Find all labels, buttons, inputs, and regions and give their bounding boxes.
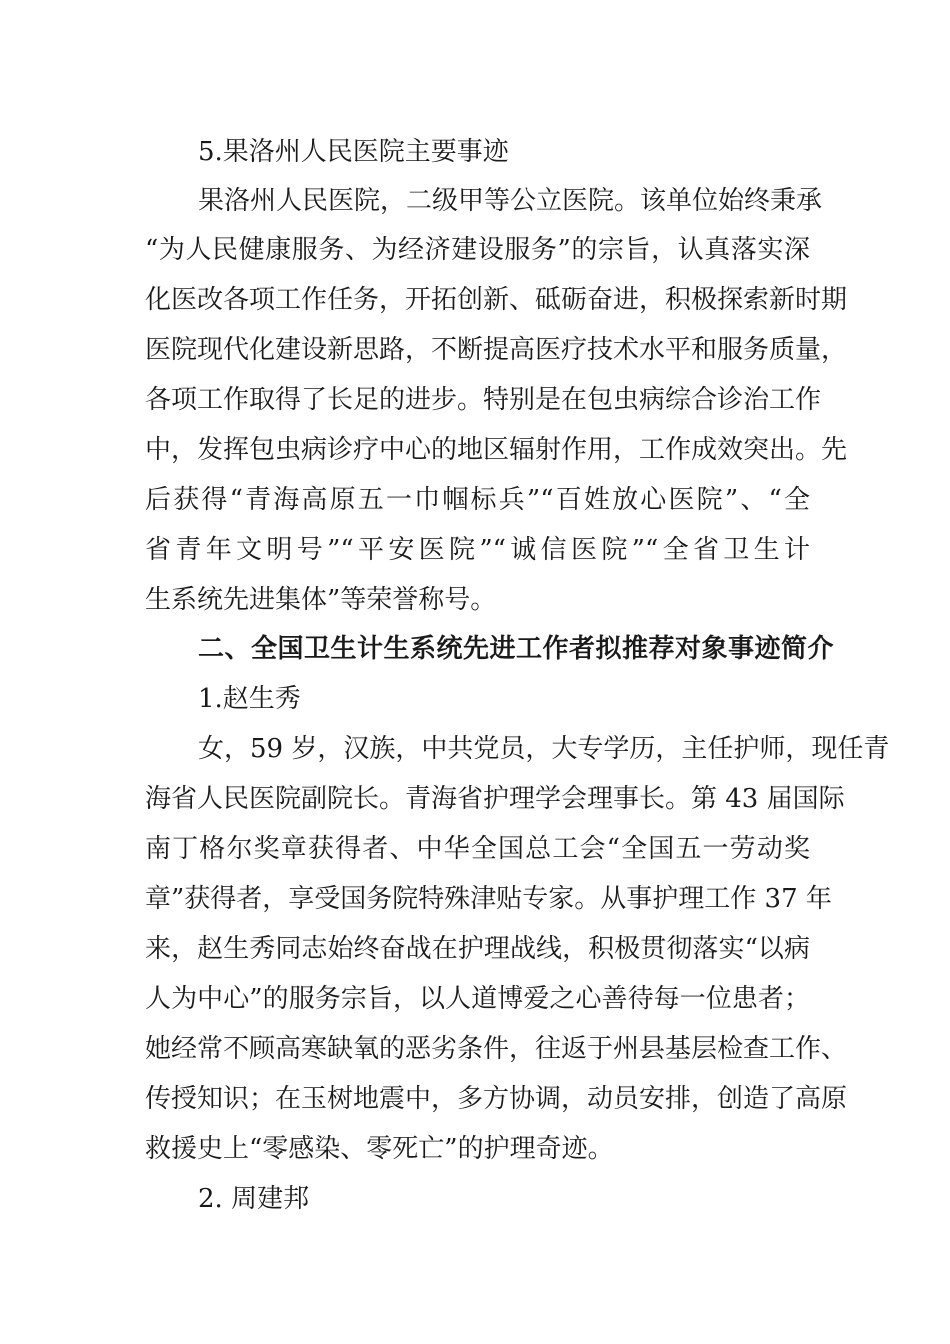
part-heading: 二、全国卫生计生系统先进工作者拟推荐对象事迹简介	[198, 634, 835, 664]
paragraph-line: 章”获得者，享受国务院特殊津贴专家。从事护理工作 37 年	[145, 884, 832, 914]
paragraph-line: 医院现代化建设新思路，不断提高医疗技术水平和服务质量，	[145, 335, 848, 365]
paragraph-line: 省青年文明号”“平安医院”“诚信医院”“全省卫生计	[145, 535, 810, 565]
person-title: 1.赵生秀	[198, 684, 301, 714]
paragraph-line: 女，59 岁，汉族，中共党员，大专学历，主任护师，现任青	[198, 734, 890, 764]
paragraph-line: 果洛州人民医院，二级甲等公立医院。该单位始终秉承	[198, 186, 823, 216]
paragraph-line: 她经常不顾高寒缺氧的恶劣条件，往返于州县基层检查工作、	[145, 1034, 848, 1064]
paragraph-line: 化医改各项工作任务，开拓创新、砥砺奋进，积极探索新时期	[145, 285, 848, 315]
person-title: 2. 周建邦	[198, 1184, 310, 1214]
paragraph-line: 中，发挥包虫病诊疗中心的地区辐射作用，工作成效突出。先	[145, 435, 848, 465]
section-title: 5.果洛州人民医院主要事迹	[198, 137, 509, 167]
paragraph-line: 南丁格尔奖章获得者、中华全国总工会“全国五一劳动奖	[145, 834, 810, 864]
paragraph-line: 传授知识；在玉树地震中，多方协调，动员安排，创造了高原	[145, 1084, 848, 1114]
paragraph-line: 救援史上“零感染、零死亡”的护理奇迹。	[145, 1134, 614, 1164]
paragraph-line: 各项工作取得了长足的进步。特别是在包虫病综合诊治工作	[145, 385, 822, 415]
paragraph-line: 生系统先进集体”等荣誉称号。	[145, 585, 497, 615]
paragraph-line: 来，赵生秀同志始终奋战在护理战线，积极贯彻落实“以病	[145, 934, 810, 964]
paragraph-line: 后获得“青海高原五一巾帼标兵”“百姓放心医院”、“全	[145, 485, 810, 515]
paragraph-line: “为人民健康服务、为经济建设服务”的宗旨，认真落实深	[145, 235, 810, 265]
paragraph-line: 海省人民医院副院长。青海省护理学会理事长。第 43 届国际	[145, 784, 845, 814]
paragraph-line: 人为中心”的服务宗旨，以人道博爱之心善待每一位患者；	[145, 984, 810, 1014]
